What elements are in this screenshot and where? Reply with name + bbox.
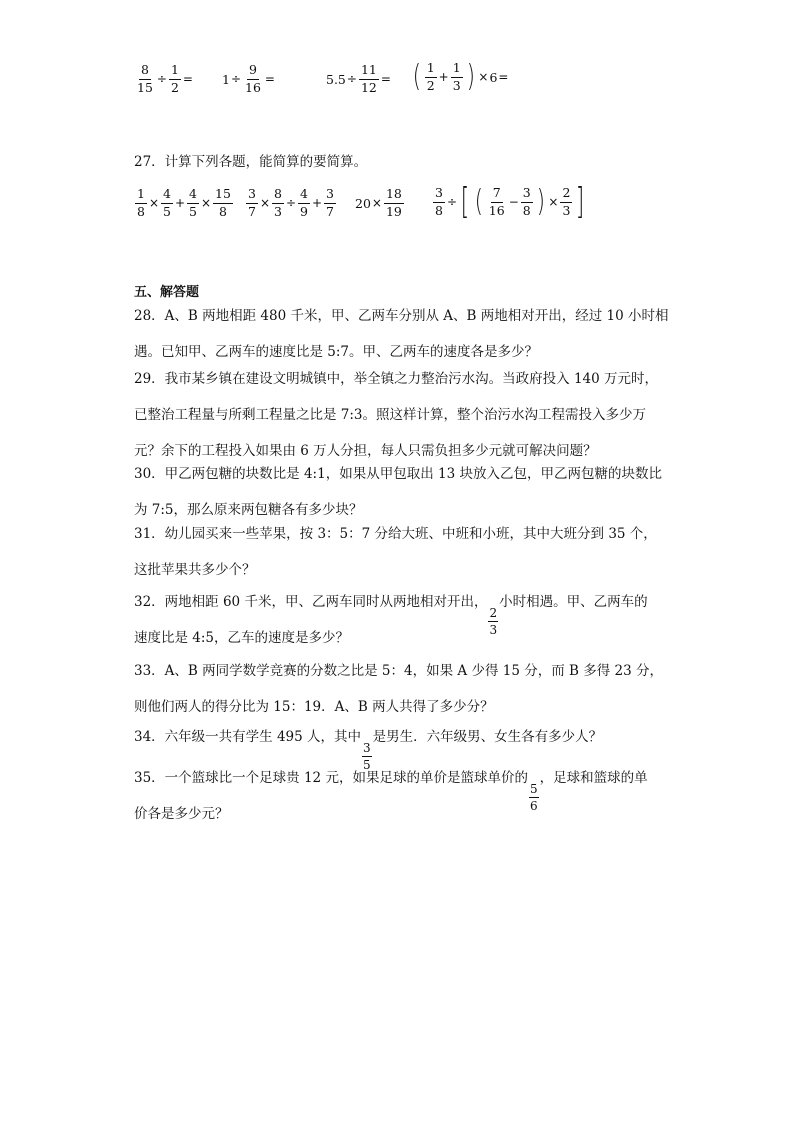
numerator: 1 — [135, 188, 147, 204]
question-31 — [134, 516, 664, 588]
equals-sign: = — [182, 72, 193, 86]
fraction — [384, 188, 404, 218]
question-line — [134, 719, 664, 772]
fraction — [324, 188, 336, 218]
operator: ÷ — [446, 195, 458, 209]
numerator: 5 — [529, 782, 538, 796]
question-line: 33．A、B 两同学数学竞赛的分数之比是 5：4，如果 A 少得 15 分，而 B 多得 23 分， — [134, 663, 663, 679]
question-line: 29．我市某乡镇在建设文明城镇中，举全镇之力整治污水沟。当政府投入 140 万元时， — [134, 371, 659, 387]
question-line: 价各是多少元？ — [134, 806, 229, 822]
denominator: 8 — [522, 202, 531, 218]
question-text: 32．两地相距 60 千米，甲、乙两车同时从两地相对开出， — [134, 594, 488, 610]
section-title: 五、解答题 — [134, 285, 200, 300]
denominator: 16 — [245, 79, 261, 95]
denominator: 3 — [489, 623, 498, 637]
numerator: 4 — [187, 188, 199, 204]
numerator: 9 — [247, 64, 259, 80]
question-line: 为 7:5，那么原来两包糖各有多少块？ — [134, 502, 363, 518]
operator: × — [259, 196, 271, 210]
right-paren: ) — [466, 59, 475, 94]
operator: + — [174, 196, 186, 210]
fraction — [135, 64, 155, 94]
left-paren: ( — [412, 59, 421, 94]
equals-sign: = — [380, 72, 391, 86]
equals-sign: = — [264, 72, 275, 86]
numerator: 8 — [272, 188, 284, 204]
q27-expr-1 — [134, 188, 234, 218]
question-line: 30．甲乙两包糖的块数比是 4:1，如果从甲包取出 13 块放入乙包，甲乙两包糖的块数比 — [134, 466, 662, 482]
denominator: 9 — [300, 203, 308, 219]
question-33 — [134, 653, 664, 725]
numerator: 11 — [359, 64, 379, 80]
operator: × — [478, 70, 489, 84]
operator: ÷ — [230, 72, 242, 86]
denominator: 3 — [452, 77, 461, 93]
left-bracket: [ — [460, 181, 470, 222]
denominator: 15 — [137, 79, 153, 95]
fraction — [161, 188, 173, 218]
operator: ÷ — [285, 196, 297, 210]
denominator: 3 — [274, 203, 282, 219]
q27-expr-2 — [245, 188, 337, 218]
operator: × — [148, 196, 160, 210]
q27-expr-3 — [355, 188, 405, 218]
fraction — [272, 188, 284, 218]
question-line: 速度比是 4:5，乙车的速度是多少？ — [134, 630, 350, 646]
question-line: 已整治工程量与所剩工程量之比是 7:3。照这样计算，整个治污水沟工程需投入多少万 — [134, 407, 647, 423]
operator: + — [438, 70, 449, 84]
fraction — [487, 187, 507, 217]
question-text: 小时相遇。甲、乙两车的 — [499, 594, 648, 610]
denominator: 5 — [163, 203, 171, 219]
question-32 — [134, 584, 664, 656]
operator: ÷ — [346, 72, 357, 86]
question-34 — [134, 719, 664, 772]
denominator: 6 — [529, 799, 538, 813]
question-35 — [134, 760, 664, 832]
right-bracket: ] — [576, 181, 585, 222]
denominator: 3 — [562, 202, 571, 218]
operator: × — [371, 196, 382, 210]
expr-1 — [134, 64, 194, 94]
numerator: 3 — [246, 188, 258, 204]
fraction — [451, 62, 463, 92]
question-line: 31．幼儿园买来一些苹果，按 3：5：7 分给大班、中班和小班，其中大班分到 35 个， — [134, 526, 657, 542]
operator: × — [548, 195, 559, 209]
number: 1 — [222, 71, 230, 87]
operator: ÷ — [156, 72, 167, 86]
numerator: 8 — [139, 64, 151, 80]
question-29 — [134, 361, 664, 469]
denominator: 7 — [248, 203, 256, 219]
fraction — [488, 607, 498, 636]
fraction — [169, 64, 181, 94]
numerator: 3 — [433, 187, 445, 203]
question-text: ，足球和篮球的单 — [539, 770, 648, 786]
fraction — [243, 64, 263, 94]
fraction — [298, 188, 310, 218]
denominator: 19 — [385, 203, 402, 219]
denominator: 8 — [137, 203, 145, 219]
denominator: 8 — [219, 203, 227, 219]
fraction — [560, 187, 572, 217]
numerator: 1 — [169, 64, 181, 80]
question-text: 35．一个篮球比一个足球贵 12 元，如果足球的单价是篮球单价的 — [134, 770, 528, 786]
question-line: 则他们两人的得分比为 15：19．A、B 两人共得了多少分？ — [134, 699, 494, 715]
left-paren: ( — [474, 184, 484, 219]
expr-3 — [326, 64, 392, 94]
denominator: 12 — [360, 79, 377, 95]
fraction — [521, 187, 533, 217]
question-line: 遇。已知甲、乙两车的速度比是 5:7。甲、乙两车的速度各是多少？ — [134, 344, 539, 360]
equals-sign: = — [498, 70, 509, 84]
right-paren: ) — [536, 184, 545, 219]
fraction — [135, 188, 147, 218]
numerator: 15 — [213, 188, 233, 204]
denominator: 7 — [326, 203, 334, 219]
numerator: 4 — [298, 188, 310, 204]
denominator: 8 — [435, 202, 443, 218]
number: 6 — [489, 69, 498, 85]
question-text: 34．六年级一共有学生 495 人，其中 — [134, 729, 362, 745]
numerator: 2 — [560, 187, 572, 203]
question-line: 这批苹果共多少个？ — [134, 562, 256, 578]
number: 5.5 — [326, 71, 346, 87]
fraction — [359, 64, 379, 94]
denominator: 5 — [189, 203, 197, 219]
expr-4 — [410, 59, 509, 94]
question-line — [134, 584, 664, 637]
operator: × — [200, 196, 212, 210]
numerator: 3 — [324, 188, 336, 204]
question-text: 是男生．六年级男、女生各有多少人？ — [372, 729, 603, 745]
number: 20 — [355, 195, 371, 211]
question-line: 元？余下的工程投入如果由 6 万人分担，每人只需负担多少元就可解决问题？ — [134, 443, 597, 459]
numerator: 18 — [384, 188, 404, 204]
fraction — [187, 188, 199, 218]
fraction — [246, 188, 258, 218]
operator: + — [311, 196, 323, 210]
denominator: 5 — [363, 758, 371, 772]
fraction — [213, 188, 233, 218]
numerator: 4 — [161, 188, 173, 204]
denominator: 2 — [426, 77, 435, 93]
fraction — [425, 62, 437, 92]
numerator: 2 — [489, 606, 498, 620]
numerator: 1 — [425, 62, 437, 78]
expr-2 — [222, 64, 276, 94]
question-28 — [134, 298, 669, 370]
question-line: 28．A、B 两地相距 480 千米，甲、乙两车分别从 A、B 两地相对开出，经过 10 小时相 — [134, 308, 669, 324]
operator: − — [508, 195, 519, 209]
numerator: 3 — [521, 187, 533, 203]
question-line — [134, 760, 664, 813]
q27-title — [134, 150, 367, 170]
numerator: 1 — [451, 62, 463, 78]
numerator: 3 — [363, 741, 371, 755]
fraction — [433, 187, 445, 217]
question-text: 27．计算下列各题，能简算的要简算。 — [134, 154, 368, 170]
denominator: 2 — [170, 79, 179, 95]
q27-expr-4 — [432, 181, 587, 222]
numerator: 7 — [491, 187, 503, 203]
denominator: 16 — [488, 202, 505, 218]
fraction — [529, 783, 539, 812]
